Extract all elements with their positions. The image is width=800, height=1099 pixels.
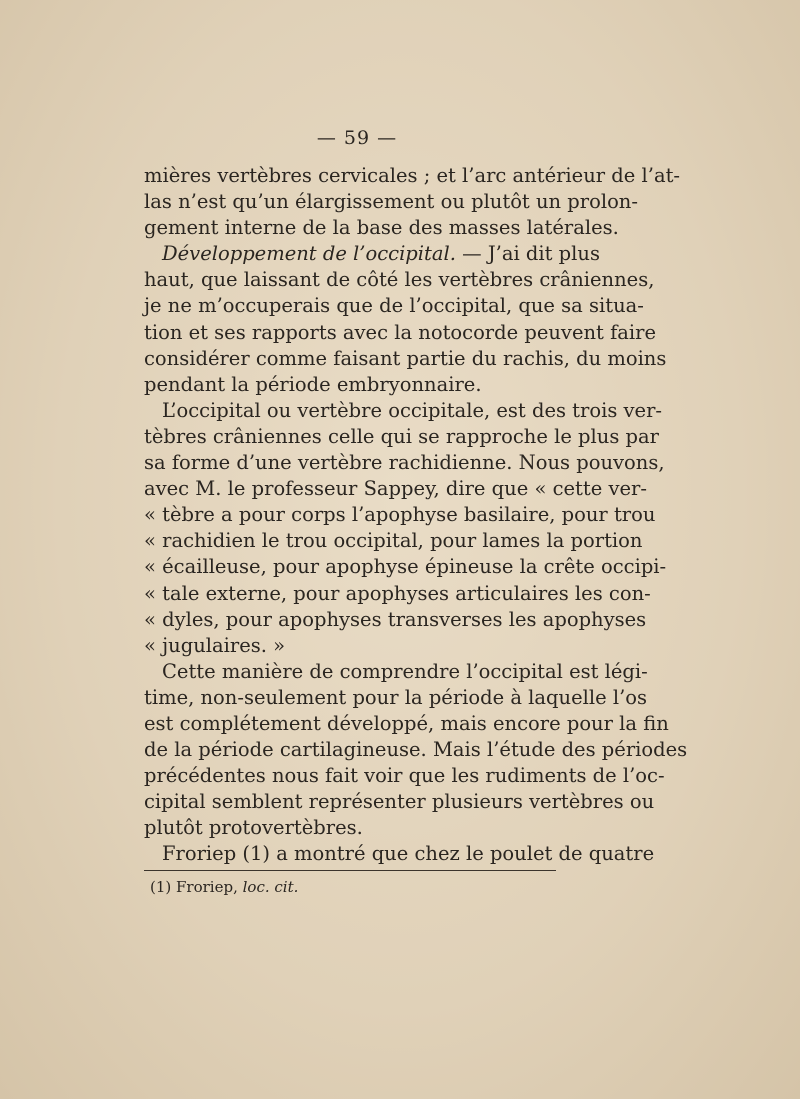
text-line: Froriep (1) a montré que chez le poulet de quatre bbox=[162, 842, 655, 866]
footnote-divider bbox=[144, 870, 556, 871]
text-line: précédentes nous fait voir que les rudiments de l’oc- bbox=[144, 764, 665, 788]
quote-line: « dyles, pour apophyses transverses les apophyses bbox=[144, 607, 647, 631]
footnote-reference: loc. cit. bbox=[242, 878, 299, 896]
section-lead: — J’ai dit plus bbox=[455, 242, 600, 266]
quote-line: « écailleuse, pour apophyse épineuse la crête occipi- bbox=[144, 555, 667, 579]
text-line: L’occipital ou vertèbre occipitale, est des trois ver- bbox=[162, 398, 662, 422]
text-line: avec M. le professeur Sappey, dire que « cette ver- bbox=[144, 477, 647, 501]
section-heading-line bbox=[144, 241, 600, 267]
text-line: tèbres crâniennes celle qui se rapproche le plus par bbox=[144, 424, 659, 448]
page-number: — 59 — bbox=[316, 127, 398, 149]
body-text bbox=[144, 163, 688, 868]
text-line: je ne m’occuperais que de l’occipital, que sa situa- bbox=[144, 294, 644, 318]
text-line: cipital semblent représenter plusieurs vertèbres ou bbox=[144, 790, 655, 814]
section-title: Développement de l’occipital. bbox=[162, 242, 456, 266]
text-line: tion et ses rapports avec la notocorde peuvent faire bbox=[144, 320, 657, 344]
quote-line: « jugulaires. » bbox=[144, 633, 286, 657]
text-line: time, non-seulement pour la période à laquelle l’os bbox=[144, 685, 648, 709]
text-line: haut, que laissant de côté les vertèbres crâniennes, bbox=[144, 268, 655, 292]
text-line: las n’est qu’un élargissement ou plutôt un prolon- bbox=[144, 190, 638, 214]
text-line: de la période cartilagineuse. Mais l’étude des périodes bbox=[144, 738, 688, 762]
text-line: est complétement développé, mais encore pour la fin bbox=[144, 711, 669, 735]
text-line: Cette manière de comprendre l’occipital est légi- bbox=[162, 659, 648, 683]
text-line: gement interne de la base des masses latérales. bbox=[144, 216, 619, 240]
text-line: mières vertèbres cervicales ; et l’arc antérieur de l’at- bbox=[144, 164, 680, 187]
footnote-marker: (1) Froriep, bbox=[150, 878, 238, 896]
footnote bbox=[150, 877, 298, 897]
text-line: considérer comme faisant partie du rachis, du moins bbox=[144, 346, 667, 370]
text-line: plutôt protovertèbres. bbox=[144, 816, 363, 840]
quote-line: « rachidien le trou occipital, pour lames la portion bbox=[144, 529, 643, 553]
text-line: pendant la période embryonnaire. bbox=[144, 372, 482, 396]
quote-line: « tèbre a pour corps l’apophyse basilaire, pour trou bbox=[144, 503, 656, 527]
text-line: sa forme d’une vertèbre rachidienne. Nous pouvons, bbox=[144, 451, 665, 475]
quote-line: « tale externe, pour apophyses articulaires les con- bbox=[144, 581, 651, 605]
